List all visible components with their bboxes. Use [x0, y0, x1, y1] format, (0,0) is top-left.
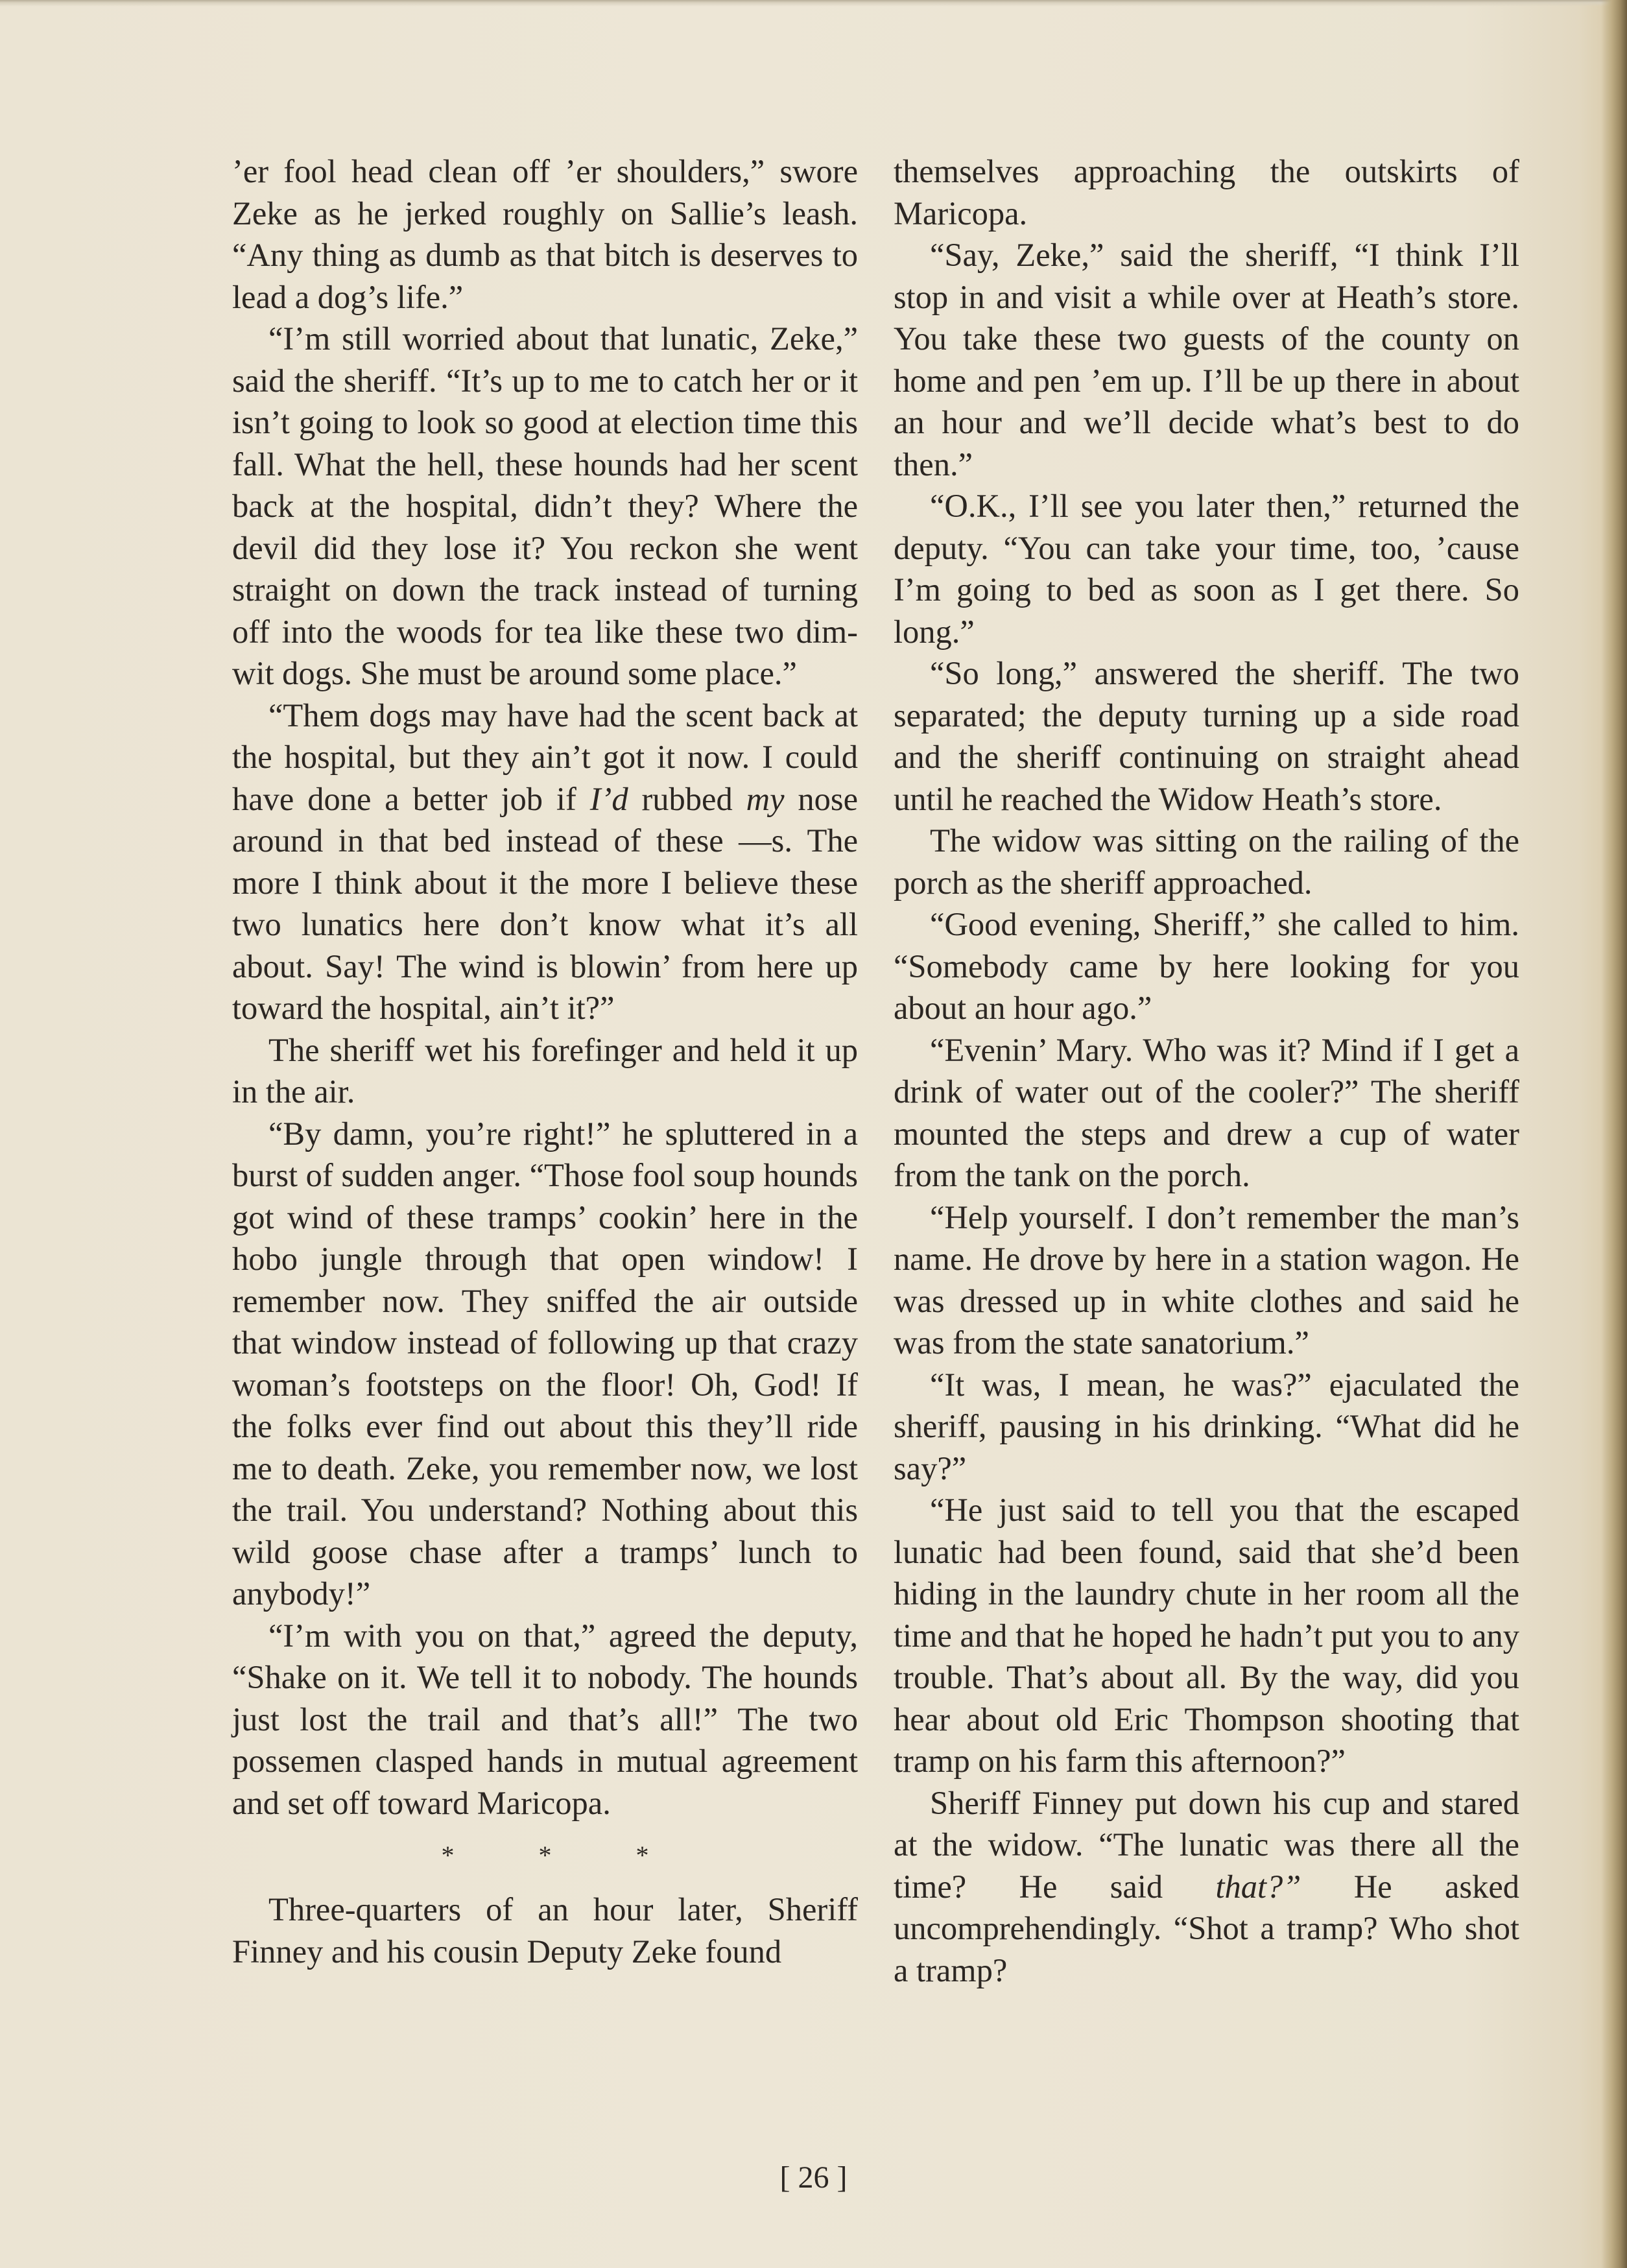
- left-column: [232, 150, 858, 1972]
- paragraph-text: nose around in that bed instead of these —s. The more I think about it the more I believe these two lunatics here don’t know what it’s all about. Say! The wind is blowin’ from here up toward the hospital, ain’t it?”: [232, 780, 858, 1026]
- section-separator: * * *: [441, 1841, 688, 1870]
- paragraph: “O.K., I’ll see you later then,” returned the deputy. “You can take your time, too, ’cause I’m going to bed as soon as I get there. So long.”: [894, 488, 1519, 650]
- paragraph: “He just said to tell you that the escaped lunatic had been found, said that she’d been hiding in the laundry chute in her room all the time and that he hoped he hadn’t put you to any trouble. That’s about all. By the way, did you hear about old Eric Thompson shooting that tramp on his farm this afternoon?”: [894, 1492, 1519, 1779]
- page-top-edge: [0, 0, 1627, 6]
- paragraph: “I’m still worried about that lunatic, Zeke,” said the sheriff. “It’s up to me to catch her or it isn’t going to look so good at election time this fall. What the hell, these hounds had her scent back at the hospital, didn’t they? Where the devil did they lose it? You reckon she went straight on down the track instead of turning off into the woods for tea like these two dim-wit dogs. She must be around some place.”: [232, 320, 858, 691]
- paragraph: Three-quarters of an hour later, Sheriff Finney and his cousin Deputy Zeke found: [232, 1891, 858, 1970]
- paragraph: “Help yourself. I don’t remember the man’s name. He drove by here in a station wagon. He was dressed up in white clothes and said he was from the state sanatorium.”: [894, 1199, 1519, 1361]
- paragraph: “It was, I mean, he was?” ejaculated the sheriff, pausing in his drinking. “What did he say?”: [894, 1366, 1519, 1486]
- paragraph: [894, 1782, 1519, 1992]
- paragraph-text: “Them dogs may have had the scent back at the hospital, but they ain’t got it now. I could have done a better job if: [232, 697, 858, 817]
- paragraph: “So long,” answered the sheriff. The two separated; the deputy turning up a side road and the sheriff continuing on straight ahead until he reached the Widow Heath’s store.: [894, 655, 1519, 817]
- paragraph: themselves approaching the outskirts of Maricopa.: [894, 153, 1519, 232]
- right-column: [894, 150, 1519, 1991]
- paragraph: The widow was sitting on the railing of the porch as the sheriff approached.: [894, 822, 1519, 901]
- page-number: [ 26 ]: [779, 2160, 848, 2195]
- paragraph: “By damn, you’re right!” he spluttered in a burst of sudden anger. “Those fool soup hounds got wind of these tramps’ cookin’ here in the hobo jungle through that open window! I remember now. They sniffed the air outside that window instead of following up that crazy woman’s footsteps on the floor! Oh, God! If the folks ever find out about this they’ll ride me to death. Zeke, you remember now, we lost the trail. You understand? Nothing about this wild goose chase after a tramps’ lunch to anybody!”: [232, 1115, 858, 1612]
- paragraph: The sheriff wet his forefinger and held it up in the air.: [232, 1031, 858, 1110]
- emphasis: I’d: [589, 780, 628, 817]
- page-binding-edge: [1601, 0, 1627, 2268]
- paragraph-text: rubbed: [628, 780, 746, 817]
- paragraph: “Evenin’ Mary. Who was it? Mind if I get a drink of water out of the cooler?” The sheriff mounted the steps and drew a cup of water from the tank on the porch.: [894, 1031, 1519, 1193]
- paragraph: “Say, Zeke,” said the sheriff, “I think I’ll stop in and visit a while over at Heath’s store. You take these two guests of the county on home and pen ’em up. I’ll be up there in about an hour and we’ll decide what’s best to do then.”: [894, 237, 1519, 483]
- paragraph: “I’m with you on that,” agreed the deputy, “Shake on it. We tell it to nobody. The hounds just lost the trail and that’s all!” The two possemen clasped hands in mutual agreement and set off toward Maricopa.: [232, 1617, 858, 1821]
- paragraph-text: He asked uncomprehendingly. “Shot a tramp? Who shot a tramp?: [894, 1868, 1519, 1988]
- emphasis: my: [746, 780, 785, 817]
- paragraph: ’er fool head clean off ’er shoulders,” swore Zeke as he jerked roughly on Sallie’s leash. “Any thing as dumb as that bitch is deserves to lead a dog’s life.”: [232, 153, 858, 315]
- paragraph-text: Sheriff Finney put down his cup and stared at the widow. “The lunatic was there all the time? He said: [894, 1784, 1519, 1905]
- paragraph: [232, 695, 858, 1029]
- paragraph: “Good evening, Sheriff,” she called to him. “Somebody came by here looking for you about an hour ago.”: [894, 906, 1519, 1026]
- emphasis: that?”: [1215, 1868, 1301, 1905]
